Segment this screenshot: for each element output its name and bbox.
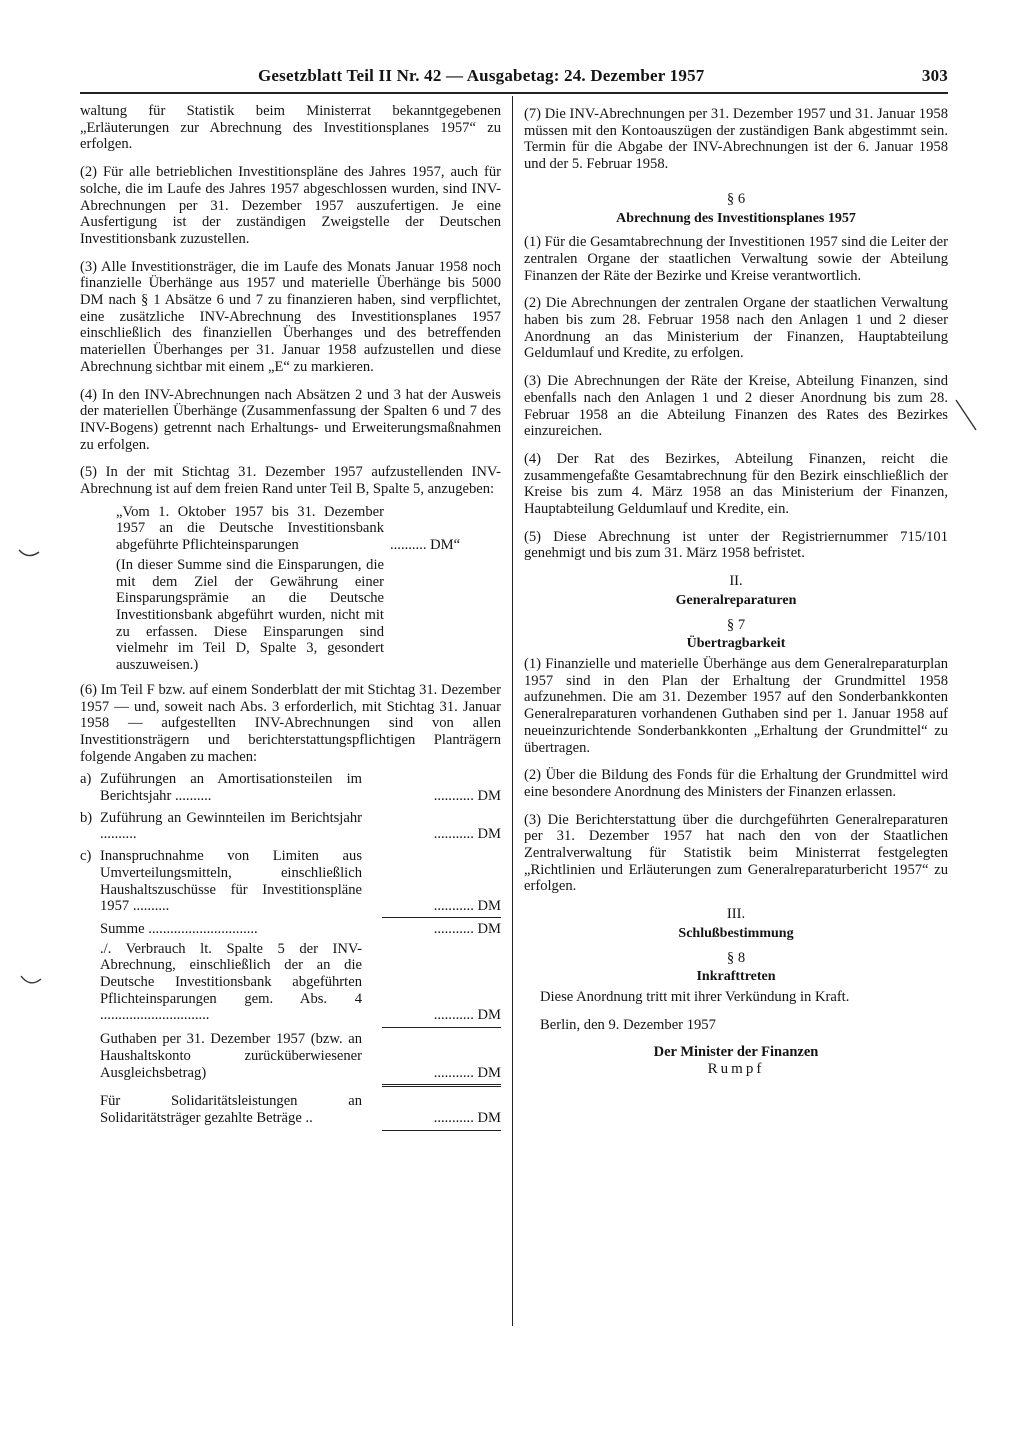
summe-row xyxy=(100,921,501,938)
section-6-paragraph-3: (3) Die Abrechnungen der Räte der Kreise, Abteilung Finanzen, sind ebenfalls nach den Anlagen 1 und 2 dieser Anordnung bis zum 28. Februar 1958 an die Abteilung Finanzen des Rates des Bezirkes einzureichen. xyxy=(524,373,948,440)
quote-value: .......... DM“ xyxy=(390,537,461,554)
section-8-paragraph-1: Diese Anordnung tritt mit ihrer Verkündung in Kraft. xyxy=(540,988,850,1005)
section-7-paragraph-3: (3) Die Berichterstattung über die durchgeführten Generalreparaturen per 31. Dezember 1957 hat nach den von der Staatlichen Zentralverwaltung für Statistik beim Ministerrat festgelegten „Richtlinien und Erläuterungen zum Generalreparaturbericht 1957“ zu erfolgen. xyxy=(524,811,948,895)
sum-rule xyxy=(382,917,501,918)
section-6-paragraph-2: (2) Die Abrechnungen der zentralen Organe der staatlichen Verwaltung haben bis zum 28. Februar 1958 nach den Anlagen 1 und 2 dieser Anordnung an das Ministerium der Finanzen, Hauptabteilung Geldumlauf und Kredite, zu erfolgen. xyxy=(524,295,948,362)
signature-title: Der Minister der Finanzen xyxy=(653,1044,819,1061)
part-2-title: Generalreparaturen xyxy=(675,592,797,608)
quote-text: „Vom 1. Oktober 1957 bis 31. Dezember 1957 an die Deutsche Investitionsbank abgeführte Pflichteinsparungen xyxy=(116,503,384,554)
margin-mark-2 xyxy=(20,974,42,988)
list-item-value: ........... DM xyxy=(433,898,501,915)
part-3-title: Schlußbestimmung xyxy=(678,925,794,941)
section-6-paragraph-4: (4) Der Rat des Bezirkes, Abteilung Finanzen, reicht die zusammengefaßte Gesamtabrechnung für den Bezirk einschließlich der Kreise bis zum 4. März 1958 an das Ministerium der Finanzen, Hauptabteilung Geldumlauf und Kredite, ein. xyxy=(524,450,948,518)
solidar-value: ........... DM xyxy=(433,1109,501,1126)
signature-name: Rumpf xyxy=(707,1061,765,1078)
paragraph-intro: waltung für Statistik beim Ministerrat bekanntgegebenen „Erläuterungen zur Abrechnung des Investitionsplanes 1957“ zu erfolgen. xyxy=(80,103,501,153)
section-6-number: § 6 xyxy=(726,190,746,207)
guthaben-row xyxy=(100,1031,501,1081)
section-7-title: Übertragbarkeit xyxy=(686,636,786,652)
verbrauch-label: ./. Verbrauch lt. Spalte 5 der INV-Abrechnung, einschließlich der an die Deutsche Investitionsbank abgeführten Pflichteinsparungen gem. Abs. 4 .............................. xyxy=(100,940,362,1024)
margin-mark-3 xyxy=(954,398,978,432)
guthaben-value: ........... DM xyxy=(433,1064,501,1081)
list-item-label: b) xyxy=(80,809,93,826)
section-6-paragraph-1: (1) Für die Gesamtabrechnung der Investitionen 1957 sind die Leiter der zentralen Organe der staatlichen Verwaltung sowie der Abteilung Finanzen der Räte der Bezirke und Kreise verantwortlich. xyxy=(524,234,948,284)
section-6-title: Abrechnung des Investitionsplanes 1957 xyxy=(616,210,856,226)
quote-block xyxy=(116,504,501,674)
guthaben-label: Guthaben per 31. Dezember 1957 (bzw. an Haushaltskonto zurücküberwiesener Ausgleichsbetrag) xyxy=(100,1031,362,1081)
list-item xyxy=(80,810,501,843)
paragraph-5: (5) In der mit Stichtag 31. Dezember 1957 aufzustellenden INV-Abrechnung ist auf dem freien Rand unter Teil B, Spalte 5, anzugeben: xyxy=(80,464,501,498)
solidar-row xyxy=(100,1093,501,1126)
paragraph-7: (7) Die INV-Abrechnungen per 31. Dezember 1957 und 31. Januar 1958 müssen mit den Kontoauszügen der zuständigen Bank abgestimmt sein. Termin für die Abgabe der INV-Abrechnungen ist der 6. Januar 1958 und der 5. Februar 1958. xyxy=(524,106,948,173)
quote-row xyxy=(116,504,501,554)
section-7-number: § 7 xyxy=(726,616,746,633)
section-7-paragraph-1: (1) Finanzielle und materielle Überhänge aus dem Generalreparaturplan 1957 sind in den Plan der Erhaltung der Grundmittel 1958 aufzunehmen. Die am 31. Dezember 1957 auf den Sonderbankkonten Generalreparaturen vorhandenen Guthaben sind per 1. Januar 1958 auf neueinzurichtende Sonderbankkonten „Erhaltung der Grundmittel“ zu übertragen. xyxy=(524,655,948,756)
list-item-value: ........... DM xyxy=(433,788,501,805)
date-line: Berlin, den 9. Dezember 1957 xyxy=(540,1016,716,1033)
header-title: Gesetzblatt Teil II Nr. 42 — Ausgabetag: 24. Dezember 1957 xyxy=(258,66,705,85)
list-item-value: ........... DM xyxy=(433,826,501,843)
list-item xyxy=(80,848,501,915)
paragraph-2: (2) Für alle betrieblichen Investitionspläne des Jahres 1957, auch für solche, die im Laufe des Jahres 1957 abgeschlossen wurden, sind INV-Abrechnungen per 31. Dezember 1957 auszufertigen. Je eine Ausfertigung ist der zuständigen Zweigstelle der Deutschen Investitionsbank zuzustellen. xyxy=(80,164,501,247)
final-rule xyxy=(382,1130,501,1131)
summe-label: Summe .............................. xyxy=(100,920,258,937)
list-item-text: Inanspruchnahme von Limiten aus Umverteilungsmitteln, einschließlich Haushaltszuschüsse für Investitionspläne 1957 .......... xyxy=(100,848,362,915)
page-header xyxy=(258,66,948,86)
section-8-number: § 8 xyxy=(726,949,746,966)
list-item-label: c) xyxy=(80,848,92,865)
part-3-number: III. xyxy=(726,906,746,923)
right-column xyxy=(524,106,948,1078)
list-item-text: Zuführung an Gewinnteilen im Berichtsjahr .......... xyxy=(100,809,362,843)
list-item-text: Zuführungen an Amortisationsteilen im Berichtsjahr .......... xyxy=(100,771,362,805)
verbrauch-row xyxy=(100,941,501,1025)
quote-note: (In dieser Summe sind die Einsparungen, die mit dem Ziel der Gewährung einer Einsparungsprämie an die Deutsche Investitionsbank abgeführt wurden, nicht mit zu erfassen. Diese Einsparungen sind vielmehr im Teil D, Spalte 3, gesondert auszuweisen.) xyxy=(116,556,384,674)
double-rule xyxy=(382,1084,501,1087)
column-divider xyxy=(512,96,513,1326)
list-item-label: a) xyxy=(80,771,92,788)
left-column xyxy=(80,103,501,1134)
part-2-number: II. xyxy=(729,573,743,590)
verbrauch-value: ........... DM xyxy=(433,1007,501,1024)
solidar-label: Für Solidaritätsleistungen an Solidaritätsträger gezahlte Beträge .. xyxy=(100,1093,362,1126)
section-7-paragraph-2: (2) Über die Bildung des Fonds für die Erhaltung der Grundmittel wird eine besondere Anordnung des Ministers der Finanzen erlassen. xyxy=(524,767,948,800)
paragraph-6: (6) Im Teil F bzw. auf einem Sonderblatt der mit Stichtag 31. Dezember 1957 — und, soweit nach Abs. 3 erforderlich, mit Stichtag 31. Januar 1958 — aufgestellten INV-Abrechnungen sind von allen Investitionsträgern und berichterstattungspflichtigen Planträgern folgende Angaben zu machen: xyxy=(80,681,501,765)
section-6-paragraph-5: (5) Diese Abrechnung ist unter der Registriernummer 715/101 genehmigt und bis zum 31. März 1958 befristet. xyxy=(524,528,948,562)
paragraph-4: (4) In den INV-Abrechnungen nach Absätzen 2 und 3 hat der Ausweis der materiellen Überhänge (Zusammenfassung der Spalten 6 und 7 des INV-Bogens) getrennt nach Erhaltungs- und Erweiterungsmaßnahmen zu erfolgen. xyxy=(80,386,501,453)
page-number: 303 xyxy=(921,66,948,85)
balance-rule xyxy=(382,1027,501,1028)
summe-value: ........... DM xyxy=(433,920,501,937)
header-rule xyxy=(80,92,948,94)
section-8-title: Inkrafttreten xyxy=(696,969,776,985)
margin-mark-1 xyxy=(18,548,40,560)
paragraph-3: (3) Alle Investitionsträger, die im Laufe des Monats Januar 1958 noch finanzielle Überhänge aus 1957 und materielle Überhänge bis 5000 DM nach § 1 Absätze 6 und 7 zu finanzieren haben, sind verpflichtet, eine zusätzliche INV-Abrechnung des Investitionsplanes 1957 einschließlich des finanziellen Überhanges und des betreffenden materiellen Überhanges per 31. Januar 1958 aufzustellen und diese Abrechnung sichtbar mit einem „E“ zu markieren. xyxy=(80,258,501,375)
list-item xyxy=(80,771,501,804)
